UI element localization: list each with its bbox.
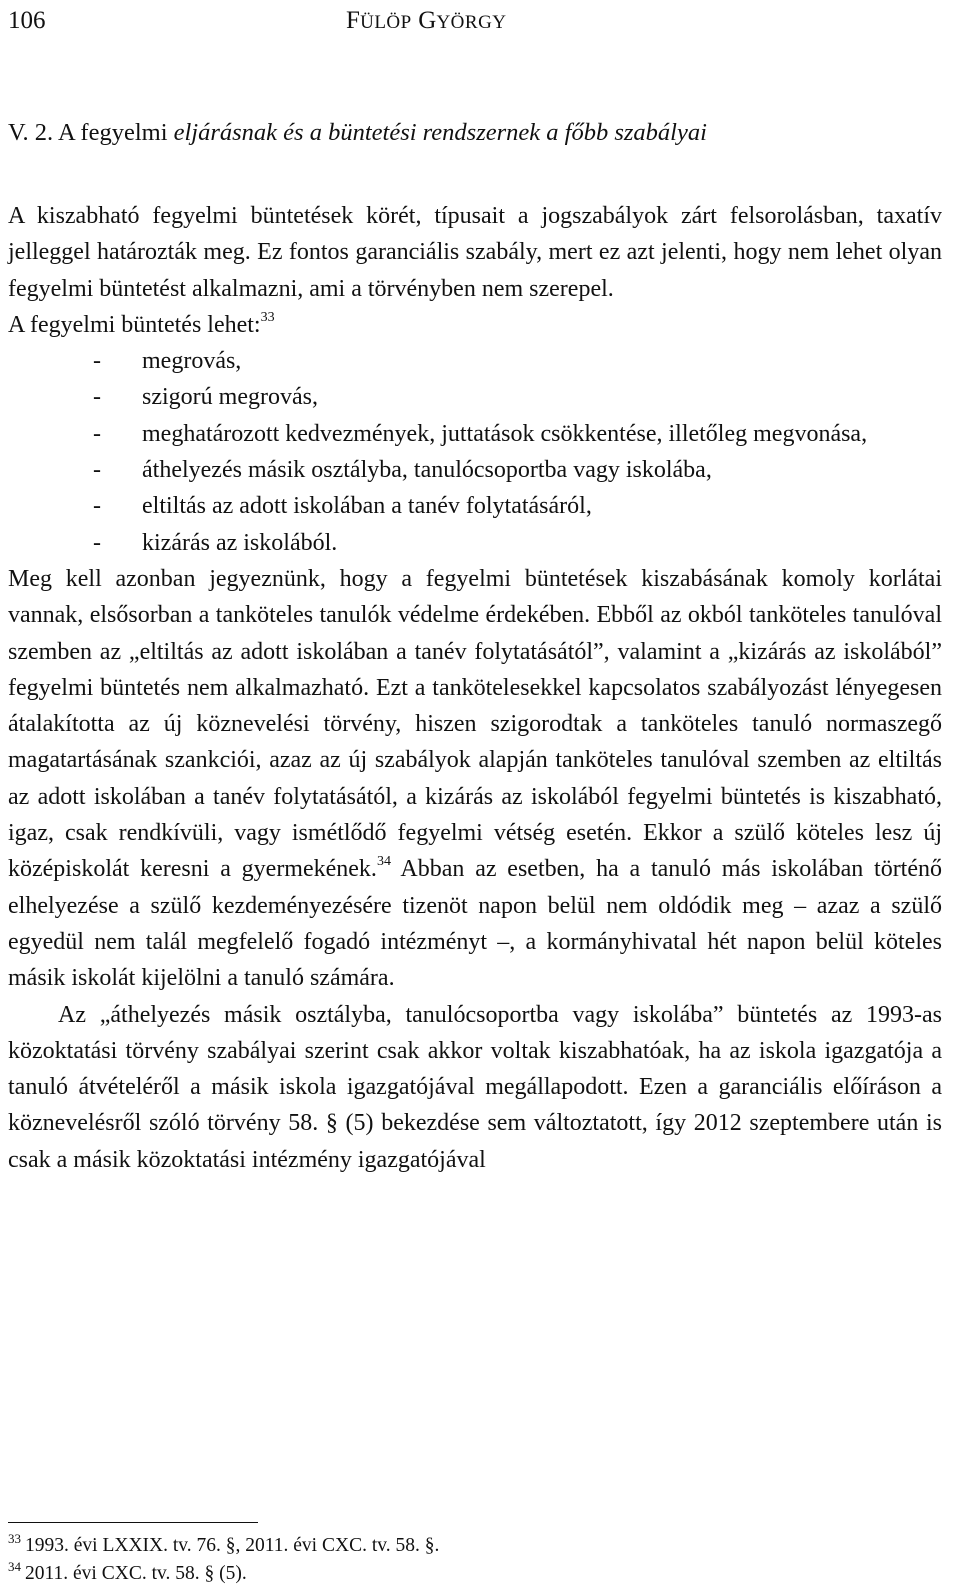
list-item-text: megrovás, bbox=[142, 348, 242, 375]
list-item-text: kizárás az iskolából. bbox=[142, 529, 338, 556]
footnote-33 bbox=[8, 1532, 942, 1560]
list-item-text: szigorú megrovás, bbox=[142, 384, 318, 411]
footnote-text: 2011. évi CXC. tv. 58. § (5). bbox=[25, 1563, 247, 1584]
section-title-italic: eljárásnak és a büntetési rendszernek a főbb szabályai bbox=[173, 119, 707, 146]
paragraph-restrictions-text-b: Abban az esetben, ha a tanuló más iskolában történő elhelyezése a szülő kezdeményezésére tizenöt napon belül nem oldódik meg – azaz a szülő egyedül nem talál megfelelő fogadó intézményt –, a kormányhivatal hét napon belül köteles másik iskolát kijelölni a tanuló számára. bbox=[8, 856, 942, 992]
penalty-list bbox=[8, 343, 942, 561]
list-item-text: áthelyezés másik osztályba, tanulócsoportba vagy iskolába, bbox=[142, 457, 712, 484]
list-item bbox=[8, 525, 942, 561]
body-text bbox=[8, 198, 942, 1178]
list-dash: - bbox=[93, 348, 101, 375]
paragraph-restrictions bbox=[8, 561, 942, 997]
running-head-author bbox=[346, 4, 507, 40]
paragraph-restrictions-text-a: Meg kell azonban jegyeznünk, hogy a fegyelmi büntetések kiszabásának komoly korlátai vannak, elsősorban a tanköteles tanulók védelme érdekében. Ebből az okból tanköteles tanulóval szemben az „eltiltás az adott iskolában a tanév folytatásától”, valamint a „kizárás az iskolából” fegyelmi büntetés nem alkalmazható. Ezt a tankötelesekkel kapcsolatos szabályozást lényegesen átalakította az új köznevelési törvény, hiszen szigorodtak a tanköteles tanuló normaszegő magatartásának szankciói, azaz az új szabályok alapján tanköteles tanulóval szemben az eltiltás az adott iskolában a tanév folytatásától, a kizárás az iskolából fegyelmi büntetés is kiszabható, igaz, csak rendkívüli, vagy ismétlődő fegyelmi vétség esetén. Ekkor a szülő köteles lesz új középiskolát keresni a gyermekének. bbox=[8, 565, 942, 883]
list-dash: - bbox=[93, 420, 101, 447]
footnote-34 bbox=[8, 1560, 942, 1588]
list-intro bbox=[8, 307, 942, 343]
document-page bbox=[8, 0, 948, 1590]
list-item bbox=[8, 488, 942, 524]
footnote-separator bbox=[8, 1522, 258, 1523]
list-dash: - bbox=[93, 457, 101, 484]
author-rest-second: YÖRGY bbox=[436, 12, 507, 33]
list-dash: - bbox=[93, 529, 101, 556]
list-dash: - bbox=[93, 384, 101, 411]
footnote-ref-34[interactable]: 34 bbox=[376, 854, 391, 870]
author-rest-first: ÜLÖP bbox=[360, 12, 412, 33]
page-number: 106 bbox=[8, 7, 46, 34]
section-number: V. 2. bbox=[8, 119, 54, 146]
list-item-text: eltiltás az adott iskolában a tanév folytatásáról, bbox=[142, 493, 592, 520]
list-item bbox=[8, 452, 942, 488]
page-header bbox=[8, 4, 948, 38]
footnote-mark: 34 bbox=[8, 1559, 21, 1574]
list-item bbox=[8, 343, 942, 379]
author-initial-first: F bbox=[346, 7, 361, 34]
paragraph-transfer: Az „áthelyezés másik osztályba, tanulócsoportba vagy iskolába” büntetés az 1993-as közoktatási törvény szabályai szerint csak akkor voltak kiszabhatóak, ha az iskola igazgatója a tanuló átvételéről a másik iskola igazgatójával megállapodott. Ezen a garanciális előíráson a köznevelésről szóló törvény 58. § (5) bekezdése sem változtatott, így 2012 szeptembere után is csak a másik közoktatási intézmény igazgatójával bbox=[8, 1001, 942, 1173]
intro-paragraph: A kiszabható fegyelmi büntetések körét, típusait a jogszabályok zárt felsorolásban, taxatív jelleggel határozták meg. Ez fontos garanciális szabály, mert ez azt jelenti, hogy nem lehet olyan fegyelmi büntetést alkalmazni, ami a törvényben nem szerepel. bbox=[8, 203, 942, 302]
section-title-plain: A fegyelmi bbox=[57, 119, 168, 146]
list-intro-text: A fegyelmi büntetés lehet: bbox=[8, 311, 261, 338]
list-item bbox=[8, 379, 942, 415]
list-item-text: meghatározott kedvezmények, juttatások csökkentése, illetőleg megvonása, bbox=[142, 420, 868, 447]
footnote-text: 1993. évi LXXIX. tv. 76. §, 2011. évi CXC. tv. 58. §. bbox=[25, 1535, 440, 1556]
section-heading bbox=[8, 116, 948, 150]
list-dash: - bbox=[93, 493, 101, 520]
footnote-ref-33[interactable]: 33 bbox=[260, 309, 275, 325]
list-item bbox=[8, 416, 942, 452]
footnotes bbox=[8, 1532, 942, 1588]
footnote-mark: 33 bbox=[8, 1531, 21, 1546]
author-initial-second: G bbox=[418, 7, 437, 34]
